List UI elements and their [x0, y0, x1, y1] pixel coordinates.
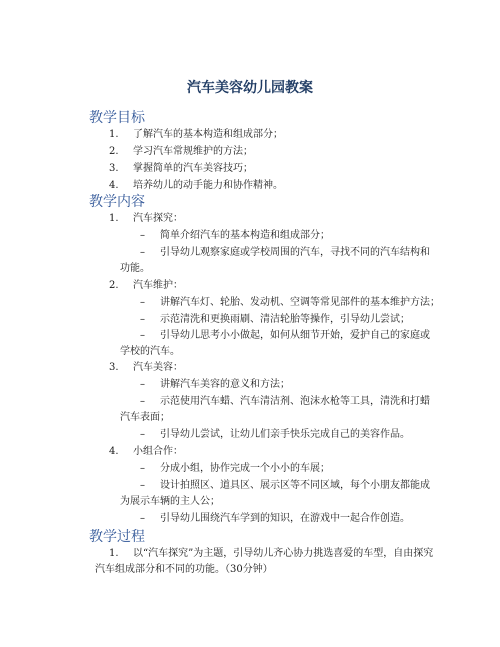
section-heading-content: 教学内容 [89, 194, 145, 210]
dash-bullet: – [140, 330, 145, 341]
content-sub-text: 示范使用汽车蜡、汽车清洁剂、泡沫水枪等工具，清洗和打蜡 [160, 396, 430, 407]
goal-number: 3. [109, 163, 119, 174]
document-title: 汽车美容幼儿园教案 [187, 80, 313, 96]
goal-text: 培养幼儿的动手能力和协作精神。 [133, 180, 283, 191]
goal-number: 4. [109, 180, 119, 191]
section-heading-goals: 教学目标 [89, 110, 145, 126]
content-sub-text: 设计拍照区、道具区、展示区等不同区域，每个小朋友都能成 [160, 480, 430, 491]
goal-number: 1. [109, 129, 119, 140]
dash-bullet: – [140, 463, 145, 474]
content-group-title: 汽车维护： [133, 280, 183, 291]
section-heading-process: 教学过程 [89, 529, 145, 545]
dash-bullet: – [140, 230, 145, 241]
dash-bullet: – [140, 247, 145, 258]
process-continuation: 汽车组成部分和不同的功能。（30分钟） [95, 564, 273, 575]
content-sub-continuation: 汽车表面； [120, 412, 170, 423]
dash-bullet: – [140, 513, 145, 524]
content-sub-text: 示范清洗和更换雨刷、清洁轮胎等操作，引导幼儿尝试； [160, 314, 410, 325]
dash-bullet: – [140, 379, 145, 390]
dash-bullet: – [140, 297, 145, 308]
content-sub-text: 讲解汽车灯、轮胎、发动机、空调等常见部件的基本维护方法； [160, 297, 440, 308]
content-sub-text: 引导幼儿观察家庭或学校周围的汽车，寻找不同的汽车结构和 [160, 247, 430, 258]
content-group-number: 4. [109, 446, 119, 457]
content-group-title: 汽车美容： [133, 362, 183, 373]
content-sub-text: 简单介绍汽车的基本构造和组成部分； [160, 230, 330, 241]
process-number: 1. [109, 548, 119, 559]
dash-bullet: – [140, 480, 145, 491]
content-group-title: 汽车探究： [133, 213, 183, 224]
goal-text: 学习汽车常规维护的方法； [133, 146, 253, 157]
content-sub-text: 引导幼儿尝试，让幼儿们亲手快乐完成自己的美容作品。 [160, 429, 410, 440]
content-sub-continuation: 为展示车辆的主人公； [120, 496, 220, 507]
content-sub-text: 引导幼儿思考小小做起，如何从细节开始，爱护自己的家庭或 [160, 330, 430, 341]
content-group-number: 2. [109, 280, 119, 291]
content-sub-text: 引导幼儿围绕汽车学到的知识，在游戏中一起合作创造。 [160, 513, 410, 524]
content-group-number: 1. [109, 213, 119, 224]
dash-bullet: – [140, 396, 145, 407]
goal-number: 2. [109, 146, 119, 157]
goal-text: 掌握简单的汽车美容技巧； [133, 163, 253, 174]
content-sub-continuation: 学校的汽车。 [120, 346, 180, 357]
goal-text: 了解汽车的基本构造和组成部分； [133, 129, 283, 140]
content-group-number: 3. [109, 362, 119, 373]
content-group-title: 小组合作： [133, 446, 183, 457]
content-sub-text: 讲解汽车美容的意义和方法； [160, 379, 290, 390]
dash-bullet: – [140, 429, 145, 440]
dash-bullet: – [140, 314, 145, 325]
content-sub-continuation: 功能。 [120, 263, 150, 274]
process-text: 以“汽车探究”为主题，引导幼儿齐心协力挑选喜爱的车型，自由探究 [133, 548, 434, 559]
content-sub-text: 分成小组，协作完成一个小小的车展； [160, 463, 330, 474]
